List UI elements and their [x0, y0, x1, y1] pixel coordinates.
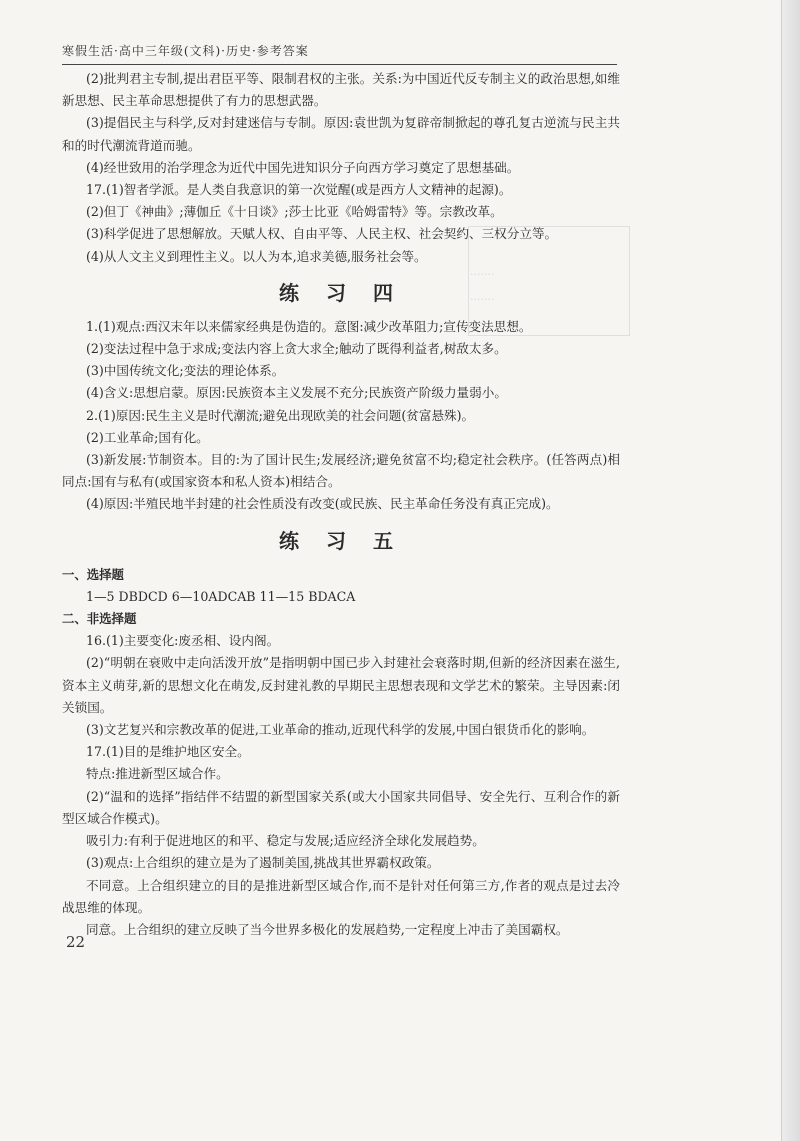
- part-heading-non-choice: 二、非选择题: [62, 611, 137, 627]
- answer-line: (4)原因:半殖民地半封建的社会性质没有改变(或民族、民主革命任务没有真正完成)。: [85, 496, 559, 512]
- choice-answers: 1—5 DBDCD 6—10ADCAB 11—15 BDACA: [85, 588, 356, 604]
- answer-content: [62, 68, 620, 941]
- answer-line: 16.(1)主要变化:废丞相、设内阁。: [85, 633, 280, 649]
- answer-line: (3)新发展:节制资本。目的:为了国计民生;发展经济;避免贫富不均;稳定社会秩序。(任答两点)相同点:国有与私有(或国家资本和私人资本)相结合。: [62, 452, 620, 490]
- answer-line: (4)含义:思想启蒙。原因:民族资本主义发展不充分;民族资产阶级力量弱小。: [85, 385, 507, 401]
- answer-line: (2)“明朝在衰败中走向活泼开放”是指明朝中国已步入封建社会衰落时期,但新的经济因素在滋生,资本主义萌芽,新的思想文化在萌发,反封建礼教的早期民主思想表现和文学艺术的繁荣。主导因素:闭关锁国。: [62, 655, 620, 715]
- answer-line: (3)观点:上合组织的建立是为了遏制美国,挑战其世界霸权政策。: [85, 855, 440, 871]
- section-title-exercise-5: 练 习 五: [279, 528, 403, 553]
- answer-line: 1.(1)观点:西汉末年以来儒家经典是伪造的。意图:减少改革阻力;宣传变法思想。: [85, 318, 532, 334]
- bleed-through-text: ·······: [470, 293, 495, 306]
- answer-line: (2)变法过程中急于求成;变法内容上贪大求全;触动了既得利益者,树敌太多。: [85, 341, 507, 357]
- page-edge-shadow: [781, 0, 800, 1141]
- answer-line: (2)“温和的选择”指结伴不结盟的新型国家关系(或大小国家共同倡导、安全先行、互利合作的新型区域合作模式)。: [62, 788, 620, 826]
- answer-line: 吸引力:有利于促进地区的和平、稳定与发展;适应经济全球化发展趋势。: [85, 833, 485, 849]
- answer-line: 不同意。上合组织建立的目的是推进新型区域合作,而不是针对任何第三方,作者的观点是过去冷战思维的体现。: [62, 877, 620, 915]
- section-title-exercise-4: 练 习 四: [279, 280, 403, 305]
- answer-line: 同意。上合组织的建立反映了当今世界多极化的发展趋势,一定程度上冲击了美国霸权。: [85, 921, 569, 937]
- answer-line: (4)经世致用的治学理念为近代中国先进知识分子向西方学习奠定了思想基础。: [85, 159, 520, 175]
- answer-line: (3)文艺复兴和宗教改革的促进,工业革命的推动,近现代科学的发展,中国白银货币化的影响。: [85, 722, 595, 738]
- bleed-through-text: ·······: [470, 268, 495, 281]
- answer-line: (3)科学促进了思想解放。天赋人权、自由平等、人民主权、社会契约、三权分立等。: [85, 226, 558, 242]
- answer-line: 17.(1)目的是维护地区安全。: [85, 744, 250, 760]
- header-rule: [62, 64, 617, 65]
- page-number: 22: [66, 933, 86, 951]
- answer-line: 特点:推进新型区域合作。: [85, 766, 229, 782]
- answer-line: 2.(1)原因:民生主义是时代潮流;避免出现欧美的社会问题(贫富悬殊)。: [85, 407, 475, 423]
- answer-line: (4)从人文主义到理性主义。以人为本,追求美德,服务社会等。: [85, 248, 427, 264]
- answer-line: (3)提倡民主与科学,反对封建迷信与专制。原因:袁世凯为复辟帝制掀起的尊孔复古逆流与民主共和的时代潮流背道而驰。: [62, 115, 620, 153]
- answer-line: (2)但丁《神曲》;薄伽丘《十日谈》;莎士比亚《哈姆雷特》等。宗教改革。: [85, 204, 503, 220]
- answer-line: (2)工业革命;国有化。: [85, 429, 209, 445]
- answer-line: (3)中国传统文化;变法的理论体系。: [85, 363, 285, 379]
- part-heading-choice: 一、选择题: [62, 566, 124, 582]
- running-header: 寒假生活·高中三年级(文科)·历史·参考答案: [62, 44, 309, 58]
- answer-line: (2)批判君主专制,提出君臣平等、限制君权的主张。关系:为中国近代反专制主义的政治思想,如维新思想、民主革命思想提供了有力的思想武器。: [62, 71, 620, 109]
- answer-line: 17.(1)智者学派。是人类自我意识的第一次觉醒(或是西方人文精神的起源)。: [85, 182, 512, 198]
